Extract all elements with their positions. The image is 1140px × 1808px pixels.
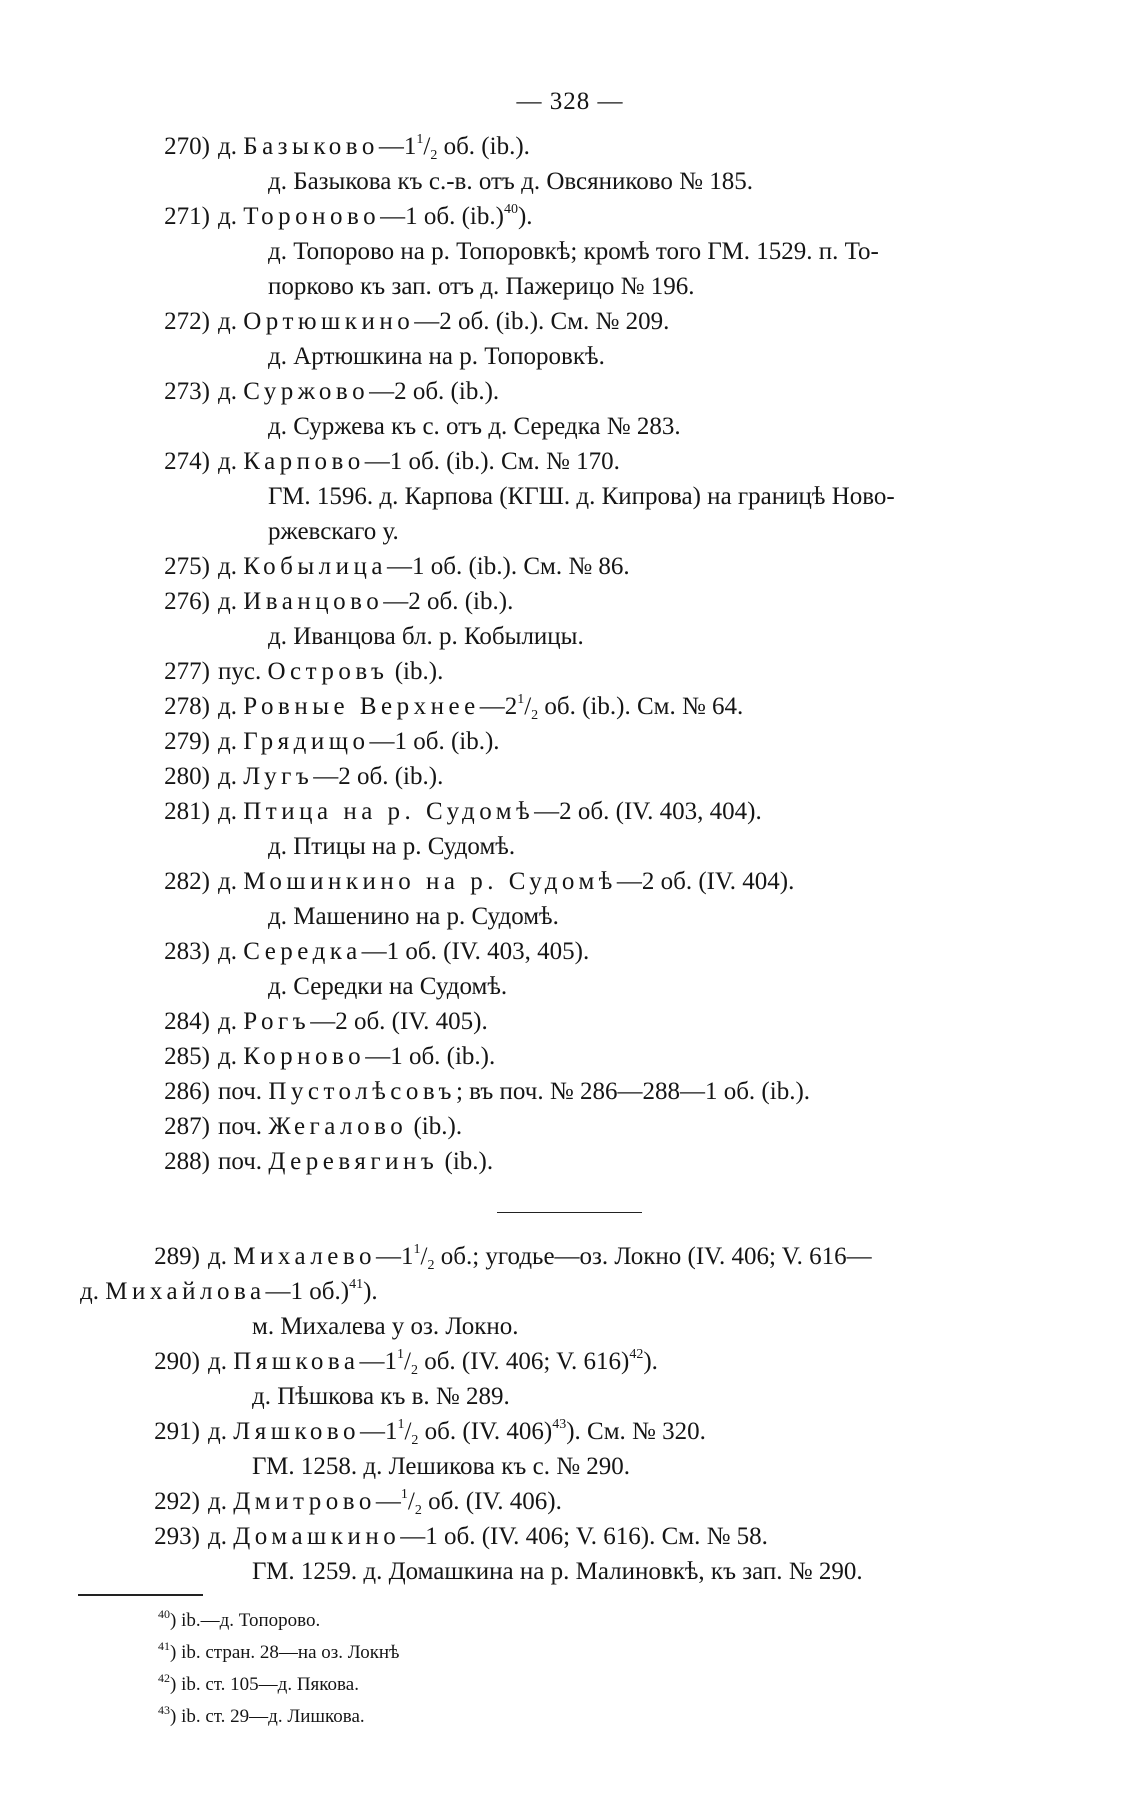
- entry-continuation-line: порково къ зап. отъ д. Пажерицо № 196.: [268, 273, 695, 300]
- footnote-text: ) ib. стран. 28—на оз. Локнѣ: [170, 1642, 400, 1663]
- entry-line: д. Середка—1 об. (IV. 403, 405).: [218, 938, 590, 965]
- footnote-text: ) ib. ст. 29—д. Лишкова.: [170, 1706, 365, 1727]
- entry-number: 273): [164, 378, 210, 405]
- entry-line: д. Ортюшкино—2 об. (ib.). См. № 209.: [218, 308, 670, 335]
- entry-line: д. Ровные $Верхнее—2^1/_2$ об. (ib.). См. № 64.: [218, 692, 744, 723]
- entry-continuation-line: ржевскаго у.: [268, 518, 399, 545]
- entry-line: д. Лугъ—2 об. (ib.).: [218, 763, 444, 790]
- footnote-text: ) ib. ст. 105—д. Пякова.: [170, 1674, 359, 1695]
- entry-number: 291): [154, 1418, 200, 1445]
- entry-number: 286): [164, 1078, 210, 1105]
- entry-continuation-line: д. Пѣшкова къ в. № 289.: [252, 1383, 510, 1410]
- entry-line: д. Иванцово—2 об. (ib.).: [218, 588, 514, 615]
- entry-continuation-line: ГМ. 1258. д. Лешикова къ с. № 290.: [252, 1453, 631, 1480]
- entry-continuation-line: д. Михайлова—1 об.)$^{41}$).: [80, 1277, 378, 1305]
- entry-continuation-line: д. Птицы на р. Судомѣ.: [268, 833, 516, 860]
- entry-number: 290): [154, 1348, 200, 1375]
- entry-continuation-line: м. Михалева у оз. Локно.: [252, 1313, 519, 1340]
- entry-line: д. $Ляшково—1^1/_2$ об. (IV. 406)$^{43}$). См. № 320.: [208, 1417, 706, 1448]
- entry-number: 282): [164, 868, 210, 895]
- entry-line: поч. Деревягинъ (ib.).: [218, 1148, 494, 1175]
- footnote-mark: 41: [158, 1639, 170, 1653]
- footnote: [158, 1640, 399, 1666]
- entry-line: д. $Базыково—1^1/_2$ об. (ib.).: [218, 132, 530, 163]
- entry-continuation-line: д. Суржева къ с. отъ д. Середка № 283.: [268, 413, 681, 440]
- entry-number: 287): [164, 1113, 210, 1140]
- entry-number: 276): [164, 588, 210, 615]
- entry-line: д. Суржово—2 об. (ib.).: [218, 378, 500, 405]
- entry-continuation-line: д. Базыкова къ с.-в. отъ д. Овсяниково № 185.: [268, 168, 754, 195]
- entry-line: д. $Михалево—1^1/_2$ об.; угодье—оз. Локно (IV. 406; V. 616—: [208, 1242, 872, 1273]
- entry-continuation-line: ГМ. 1596. д. Карпова (КГШ. д. Кипрова) на границѣ Ново-: [268, 483, 895, 510]
- entry-continuation-line: д. Середки на Судомѣ.: [268, 973, 508, 1000]
- footnote-mark: 43: [158, 1703, 170, 1717]
- entry-line: д. Птица на р. Судомѣ—2 об. (IV. 403, 404).: [218, 798, 762, 825]
- entry-line: пус. Островъ (ib.).: [218, 658, 444, 685]
- entry-number: 271): [164, 203, 210, 230]
- entry-number: 283): [164, 938, 210, 965]
- footnote: [158, 1608, 320, 1634]
- entry-continuation-line: ГМ. 1259. д. Домашкина на р. Малиновкѣ, къ зап. № 290.: [252, 1558, 863, 1585]
- entry-continuation-line: д. Машенино на р. Судомѣ.: [268, 903, 559, 930]
- entry-line: д. $Пяшкова—1^1/_2$ об. (IV. 406; V. 616)$^{42}$).: [208, 1347, 658, 1378]
- entry-line: д. Кобылица—1 об. (ib.). См. № 86.: [218, 553, 630, 580]
- entry-number: 270): [164, 133, 210, 160]
- footnote-text: ) ib.—д. Топорово.: [170, 1610, 321, 1631]
- entry-line: д. Рогъ—2 об. (IV. 405).: [218, 1008, 488, 1035]
- entry-number: 278): [164, 693, 210, 720]
- entry-line: поч. Жегалово (ib.).: [218, 1113, 463, 1140]
- entry-number: 275): [164, 553, 210, 580]
- entry-line: д. $Дмитрово—^1/_2$ об. (IV. 406).: [208, 1487, 562, 1518]
- entry-number: 274): [164, 448, 210, 475]
- section-divider: [497, 1212, 642, 1213]
- entry-number: 279): [164, 728, 210, 755]
- entry-line: д. Карпово—1 об. (ib.). См. № 170.: [218, 448, 620, 475]
- entry-line: поч. Пустолѣсовъ; въ поч. № 286—288—1 об. (ib.).: [218, 1078, 811, 1105]
- footnote: [158, 1704, 365, 1730]
- entry-line: д. Тороново—1 об. $(ib.)^{40}$).: [218, 202, 533, 230]
- entry-number: 281): [164, 798, 210, 825]
- entry-number: 280): [164, 763, 210, 790]
- page-number: — 328 —: [516, 88, 624, 115]
- footnote-mark: 42: [158, 1671, 170, 1685]
- entry-line: д. Грядищо—1 об. (ib.).: [218, 728, 500, 755]
- entry-continuation-line: д. Топорово на р. Топоровкѣ; кромѣ того ГМ. 1529. п. То-: [268, 238, 879, 265]
- entry-number: 288): [164, 1148, 210, 1175]
- entry-number: 272): [164, 308, 210, 335]
- entry-line: д. Корново—1 об. (ib.).: [218, 1043, 496, 1070]
- entry-number: 284): [164, 1008, 210, 1035]
- entry-line: д. Мошинкино на р. Судомѣ—2 об. (IV. 404).: [218, 868, 795, 895]
- footnote-divider: [78, 1594, 203, 1596]
- entry-line: д. Домашкино—1 об. (IV. 406; V. 616). См. № 58.: [208, 1523, 768, 1550]
- entry-continuation-line: д. Иванцова бл. р. Кобылицы.: [268, 623, 584, 650]
- footnote: [158, 1672, 359, 1698]
- entry-number: 285): [164, 1043, 210, 1070]
- footnote-mark: 40: [158, 1607, 170, 1621]
- entry-number: 289): [154, 1243, 200, 1270]
- entry-continuation-line: д. Артюшкина на р. Топоровкѣ.: [268, 343, 605, 370]
- entry-number: 292): [154, 1488, 200, 1515]
- entry-number: 277): [164, 658, 210, 685]
- entry-number: 293): [154, 1523, 200, 1550]
